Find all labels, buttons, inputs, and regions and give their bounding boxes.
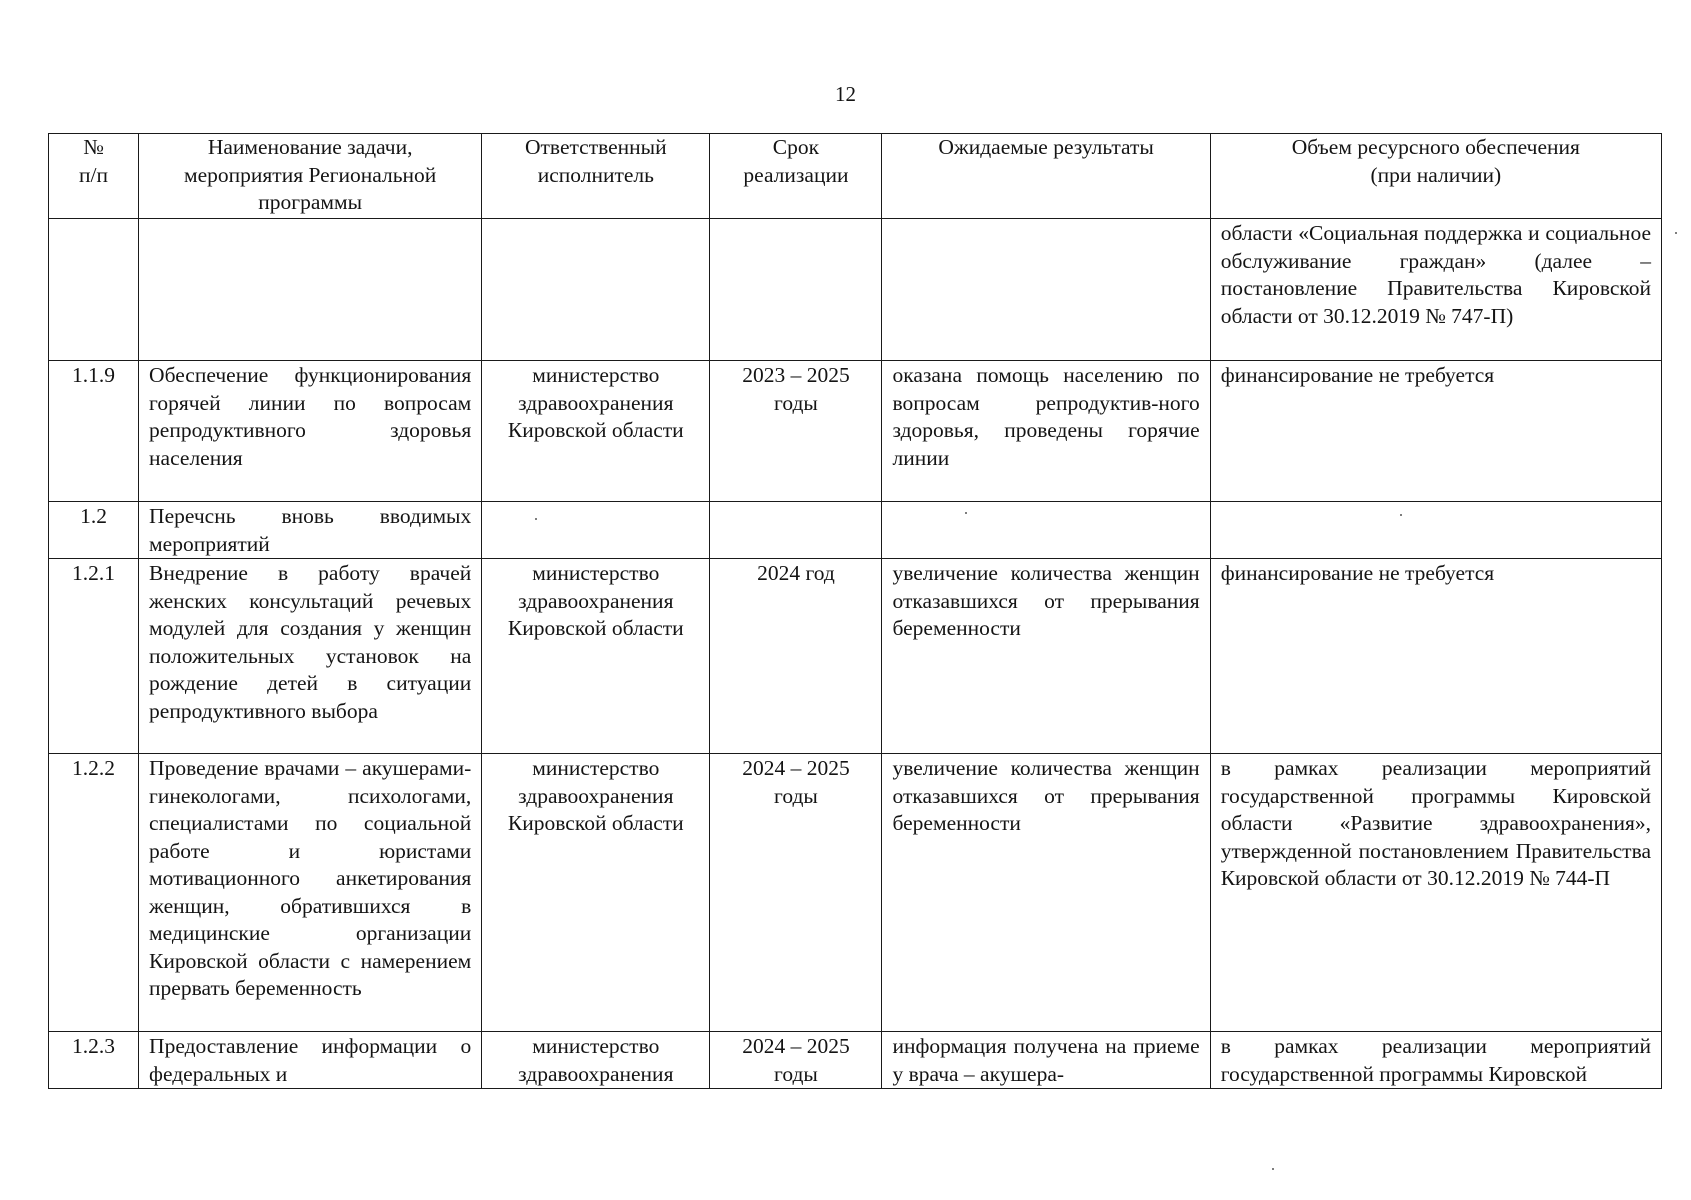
row-term: 2023 – 2025 годы [710, 361, 882, 502]
row-expected-results [882, 219, 1210, 361]
row-term: 2024 год [710, 559, 882, 754]
row-task-name [139, 219, 482, 361]
row-expected-results: увеличение количества женщин отказавшихся от прерывания беременности [882, 754, 1210, 1032]
row-expected-results: оказана помощь населению по вопросам репродуктив-ного здоровья, проведены горячие линии [882, 361, 1210, 502]
row-resources: финансирование не требуется [1210, 559, 1661, 754]
table-row [49, 219, 1662, 361]
row-task-name: Внедрение в работу врачей женских консультаций речевых модулей для создания у женщин положительных установок на рождение детей в ситуации репродуктивного выбора [139, 559, 482, 754]
row-number [49, 219, 139, 361]
table-row [49, 559, 1662, 754]
row-term: 2024 – 2025 годы [710, 1032, 882, 1089]
header-task-name: Наименование задачи, мероприятия Региональной программы [139, 134, 482, 219]
scan-speck [965, 512, 967, 514]
page-number-text: 12 [835, 82, 856, 106]
program-table [48, 133, 1662, 1089]
header-number: № п/п [49, 134, 139, 219]
row-expected-results [882, 502, 1210, 559]
row-number: 1.1.9 [49, 361, 139, 502]
row-resources: в рамках реализации мероприятий государственной программы Кировской области «Развитие здравоохранения», утвержденной постановлением Правительства Кировской области от 30.12.2019 № 744-П [1210, 754, 1661, 1032]
table-row [49, 361, 1662, 502]
row-expected-results: информация получена на приеме у врача – акушера- [882, 1032, 1210, 1089]
row-task-name: Перечснь вновь вводимых мероприятий [139, 502, 482, 559]
header-responsible: Ответственный исполнитель [482, 134, 710, 219]
row-responsible: министерство здравоохранения [482, 1032, 710, 1089]
header-expected-results: Ожидаемые результаты [882, 134, 1210, 219]
row-responsible: министерство здравоохранения Кировской области [482, 754, 710, 1032]
row-resources: области «Социальная поддержка и социальное обслуживание граждан» (далее – постановление Правительства Кировской области от 30.12.2019 № 747-П) [1210, 219, 1661, 361]
row-task-name: Обеспечение функционирования горячей линии по вопросам репродуктивного здоровья населения [139, 361, 482, 502]
row-task-name: Предоставление информации о федеральных и [139, 1032, 482, 1089]
row-number: 1.2.2 [49, 754, 139, 1032]
row-term: 2024 – 2025 годы [710, 754, 882, 1032]
row-task-name: Проведение врачами – акушерами-гинекологами, психологами, специалистами по социальной работе и юристами мотивационного анкетирования женщин, обратившихся в медицинские организации Кировской области с намерением прервать беременность [139, 754, 482, 1032]
table-row [49, 754, 1662, 1032]
scan-speck [535, 518, 537, 520]
header-resources: Объем ресурсного обеспечения (при наличии) [1210, 134, 1661, 219]
table-row [49, 502, 1662, 559]
row-responsible [482, 219, 710, 361]
row-number: 1.2 [49, 502, 139, 559]
table-header-row [49, 134, 1662, 219]
row-responsible: министерство здравоохранения Кировской области [482, 559, 710, 754]
scan-speck [1400, 514, 1402, 516]
row-number: 1.2.1 [49, 559, 139, 754]
scan-speck [1675, 232, 1677, 234]
page-number [0, 82, 1691, 106]
row-term [710, 502, 882, 559]
row-responsible [482, 502, 710, 559]
header-term: Срок реализации [710, 134, 882, 219]
row-resources: финансирование не требуется [1210, 361, 1661, 502]
row-resources: в рамках реализации мероприятий государственной программы Кировской [1210, 1032, 1661, 1089]
row-responsible: министерство здравоохранения Кировской области [482, 361, 710, 502]
row-resources [1210, 502, 1661, 559]
scan-speck [1272, 1168, 1274, 1170]
table-body [49, 219, 1662, 1089]
row-number: 1.2.3 [49, 1032, 139, 1089]
row-expected-results: увеличение количества женщин отказавшихся от прерывания беременности [882, 559, 1210, 754]
row-term [710, 219, 882, 361]
table-header [49, 134, 1662, 219]
table-row [49, 1032, 1662, 1089]
